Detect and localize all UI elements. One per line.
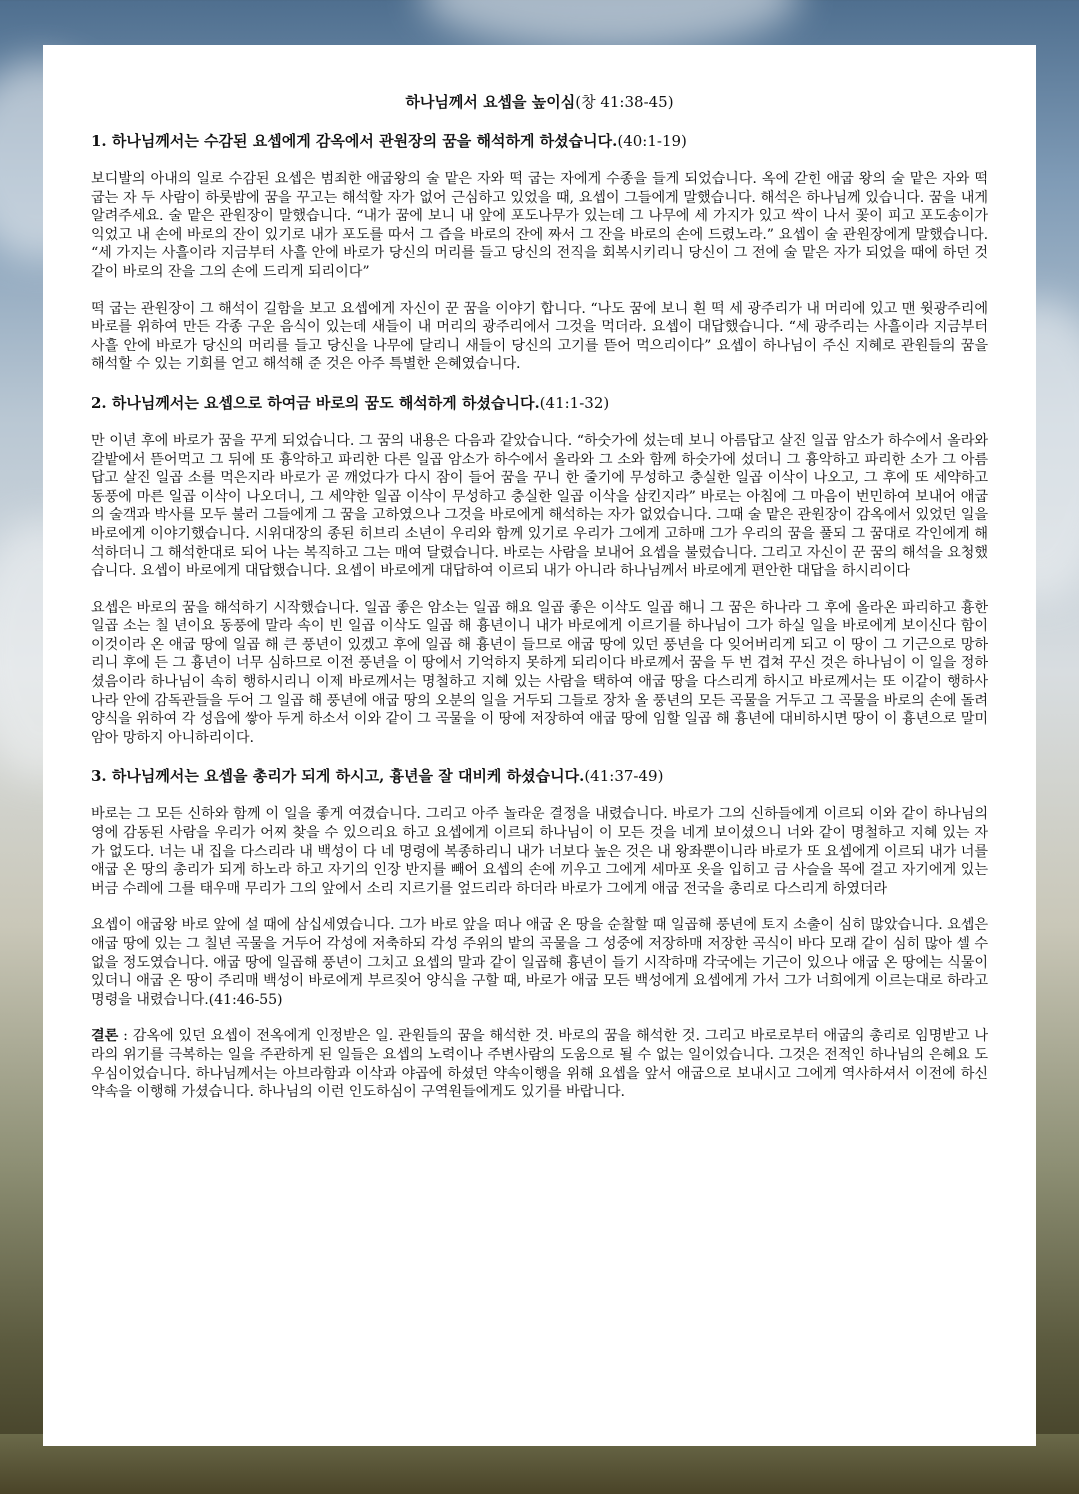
title-reference: (창 41:38-45) — [575, 93, 674, 111]
paragraph: 바로는 그 모든 신하와 함께 이 일을 좋게 여겼습니다. 그리고 아주 놀라운 결정을 내렸습니다. 바로가 그의 신하들에게 이르되 이와 같이 하나님의 영에 감동된 사람을 우리가 어찌 찾을 수 있으리요 하고 요셉에게 이르되 하나님이 이 모든 것을 네게 보이셨으니 너와 같이 명철하고 지혜 있는 자가 없도다. 너는 내 집을 다스리라 내 백성이 다 네 명령에 복종하리니 내가 너보다 높은 것은 내 왕좌뿐이니라 바로가 또 요셉에게 이르되 내가 너를 애굽 온 땅의 총리가 되게 하노라 하고 자기의 인장 반지를 빼어 요셉의 손에 끼우고 그에게 세마포 옷을 입히고 금 사슬을 목에 걸고 자기에게 있는 버금 수레에 그를 태우매 무리가 그의 앞에서 소리 지르기를 엎드리라 하더라 바로가 그에게 애굽 전국을 총리로 다스리게 하였더라 — [91, 806, 988, 897]
section-heading-3 — [91, 765, 988, 787]
title-text: 하나님께서 요셉을 높이심 — [405, 93, 576, 111]
section-heading-reference: (40:1-19) — [617, 132, 687, 150]
section-heading-text: 1. 하나님께서는 수감된 요셉에게 감옥에서 관원장의 꿈을 해석하게 하셨습니다. — [91, 132, 618, 150]
section-heading-reference: (41:1-32) — [539, 393, 610, 412]
section-heading-2 — [91, 392, 988, 414]
paragraph: 보디발의 아내의 일로 수감된 요셉은 범죄한 애굽왕의 술 맡은 자와 떡 굽는 자에게 수종을 들게 되었습니다. 옥에 갇힌 애굽 왕의 술 맡은 자와 떡 굽는 자 두 사람이 하룻밤에 꿈을 꾸고는 해석할 자가 없어 근심하고 있었을 때, 요셉이 그들에게 말했습니다. 해석은 하나님께 있습니다. 꿈을 내게 알려주세요. 술 맡은 관원장이 말했습니다. “내가 꿈에 보니 내 앞에 포도나무가 있는데 그 나무에 세 가지가 있고 싹이 나서 꽃이 피고 포도송이가 익었고 내 손에 바로의 잔이 있기로 내가 포도를 따서 그 즙을 바로의 잔에 짜서 그 잔을 바로의 손에 드렸노라.” 요셉이 술 관원장에게 말했습니다. “세 가지는 사흘이라 지금부터 사흘 안에 바로가 당신의 머리를 들고 당신의 전직을 회복시키리니 당신이 그 전에 술 맡은 자가 되었을 때에 하던 것 같이 바로의 잔을 그의 손에 드리게 되리이다” — [91, 171, 988, 280]
section-heading-text: 3. 하나님께서는 요셉을 총리가 되게 하시고, 흉년을 잘 대비케 하셨습니다. — [91, 767, 585, 786]
conclusion-paragraph — [91, 1027, 988, 1101]
background-cloud — [420, 0, 800, 50]
section-heading-1 — [91, 130, 988, 152]
paragraph: 요셉은 바로의 꿈을 해석하기 시작했습니다. 일곱 좋은 암소는 일곱 해요 일곱 좋은 이삭도 일곱 해니 그 꿈은 하나라 그 후에 올라온 파리하고 흉한 일곱 소는 칠 년이요 동풍에 말라 속이 빈 일곱 이삭도 일곱 해 흉년이니 내가 바로에게 이르기를 하나님이 그가 하실 일을 바로에게 보이신다 함이 이것이라 온 애굽 땅에 일곱 해 큰 풍년이 있겠고 후에 일곱 해 흉년이 들므로 애굽 땅에 있던 풍년을 다 잊어버리게 되고 이 땅이 그 기근으로 망하리니 후에 든 그 흉년이 너무 심하므로 이전 풍년을 이 땅에서 기억하지 못하게 되리이다 바로께서 꿈을 두 번 겹쳐 꾸신 것은 하나님이 이 일을 정하셨음이라 하나님이 속히 행하시리니 이제 바로께서는 명철하고 지혜 있는 사람을 택하여 애굽 땅을 다스리게 하시고 바로께서는 또 이같이 행하사 나라 안에 감독관들을 두어 그 일곱 해 풍년에 애굽 땅의 오분의 일을 거두되 그들로 장차 올 풍년의 모든 곡물을 거두고 그 곡물을 바로의 손에 돌려 양식을 위하여 각 성읍에 쌓아 두게 하소서 이와 같이 그 곡물을 이 땅에 저장하여 애굽 땅에 임할 일곱 해 흉년에 대비하시면 땅이 이 흉년으로 말미암아 망하지 아니하리이다. — [91, 599, 988, 746]
paragraph: 떡 굽는 관원장이 그 해석이 길함을 보고 요셉에게 자신이 꾼 꿈을 이야기 합니다. “나도 꿈에 보니 흰 떡 세 광주리가 내 머리에 있고 맨 윗광주리에 바로를 위하여 만든 각종 구운 음식이 있는데 새들이 내 머리의 광주리에서 그것을 먹더라. 요셉이 대답했습니다. “세 광주리는 사흘이라 지금부터 사흘 안에 바로가 당신의 머리를 들고 당신을 나무에 달리니 새들이 당신의 고기를 뜯어 먹으리이다” 요셉이 하나님이 주신 지혜로 관원들의 꿈을 해석할 수 있는 기회를 얻고 해석해 준 것은 아주 특별한 은혜였습니다. — [91, 300, 988, 373]
conclusion-text: : 감옥에 있던 요셉이 전옥에게 인정받은 일. 관원들의 꿈을 해석한 것. 바로의 꿈을 해석한 것. 그리고 바로로부터 애굽의 총리로 임명받고 나라의 위기를 극복하는 일을 주관하게 된 일들은 요셉의 노력이나 주변사람의 도움으로 될 수 없는 일이었습니다. 그것은 전적인 하나님의 은혜요 도우심이었습니다. 하나님께서는 아브라함과 이삭과 야곱에 하셨던 약속이행을 위해 요셉을 앞서 애굽으로 보내시고 그에게 역사하셔서 이전에 하신 약속을 이행해 가셨습니다. 하나님의 이런 인도하심이 구역원들에게도 있기를 바랍니다. — [91, 1028, 988, 1101]
paragraph: 요셉이 애굽왕 바로 앞에 설 때에 삼십세였습니다. 그가 바로 앞을 떠나 애굽 온 땅을 순찰할 때 일곱해 풍년에 토지 소출이 심히 많았습니다. 요셉은 애굽 땅에 있는 그 칠년 곡물을 거두어 각성에 저축하되 각성 주위의 밭의 곡물을 그 성중에 저장하매 저장한 곡식이 바다 모래 같이 심히 많아 셀 수 없을 정도였습니다. 애굽 땅에 일곱해 풍년이 그치고 요셉의 말과 같이 일곱해 흉년이 들기 시작하매 각국에는 기근이 있으나 애굽 온 땅에는 식물이 있더니 애굽 온 땅이 주리매 백성이 바로에게 부르짖어 양식을 구할 때, 바로가 애굽 모든 백성에게 요셉에게 가서 그가 너희에게 이르는대로 하라고 명령을 내렸습니다.(41:46-55) — [91, 917, 988, 1008]
section-heading-text: 2. 하나님께서는 요셉으로 하여금 바로의 꿈도 해석하게 하셨습니다. — [91, 393, 540, 412]
section-heading-reference: (41:37-49) — [584, 767, 664, 786]
paragraph: 만 이년 후에 바로가 꿈을 꾸게 되었습니다. 그 꿈의 내용은 다음과 같았습니다. “하숫가에 섰는데 보니 아름답고 살진 일곱 암소가 하수에서 올라와 갈밭에서 뜯어먹고 그 뒤에 또 흉악하고 파리한 다른 일곱 암소가 하수에서 올라와 그 소와 함께 하숫가에 섰더니 그 흉악하고 파리한 소가 그 아름답고 살진 일곱 소를 먹은지라 바로가 곧 깨었다가 다시 잠이 들어 꿈을 꾸니 한 줄기에 무성하고 충실한 일곱 이삭이 나오고, 그 후에 또 세약하고 동풍에 마른 일곱 이삭이 나오더니, 그 세약한 일곱 이삭이 무성하고 충실한 일곱 이삭을 삼킨지라” 바로는 아침에 그 마음이 번민하여 보내어 애굽의 술객과 박사를 모두 불러 그들에게 그 꿈을 고하였으나 그것을 바로에게 해석하는 자가 없었습니다. 그때 술 맡은 관원장이 감옥에서 있었던 일을 바로에게 이야기했습니다. 시위대장의 종된 히브리 소년이 우리와 함께 있기로 우리가 그에게 고하매 그가 우리의 꿈을 풀되 그 꿈대로 각인에게 해석하더니 그 해석한대로 되어 나는 복직하고 그는 매여 달렸습니다. 바로는 사람을 보내어 요셉을 불렀습니다. 그리고 자신이 꾼 꿈의 해석을 요청했습니다. 요셉이 바로에게 대답했습니다. 요셉이 바로에게 대답하여 이르되 내가 아니라 하나님께서 바로에게 편안한 대답을 하시리이다 — [91, 432, 988, 580]
document-title — [91, 91, 988, 113]
conclusion-label: 결론 — [91, 1028, 119, 1045]
document-page — [43, 45, 1036, 1446]
